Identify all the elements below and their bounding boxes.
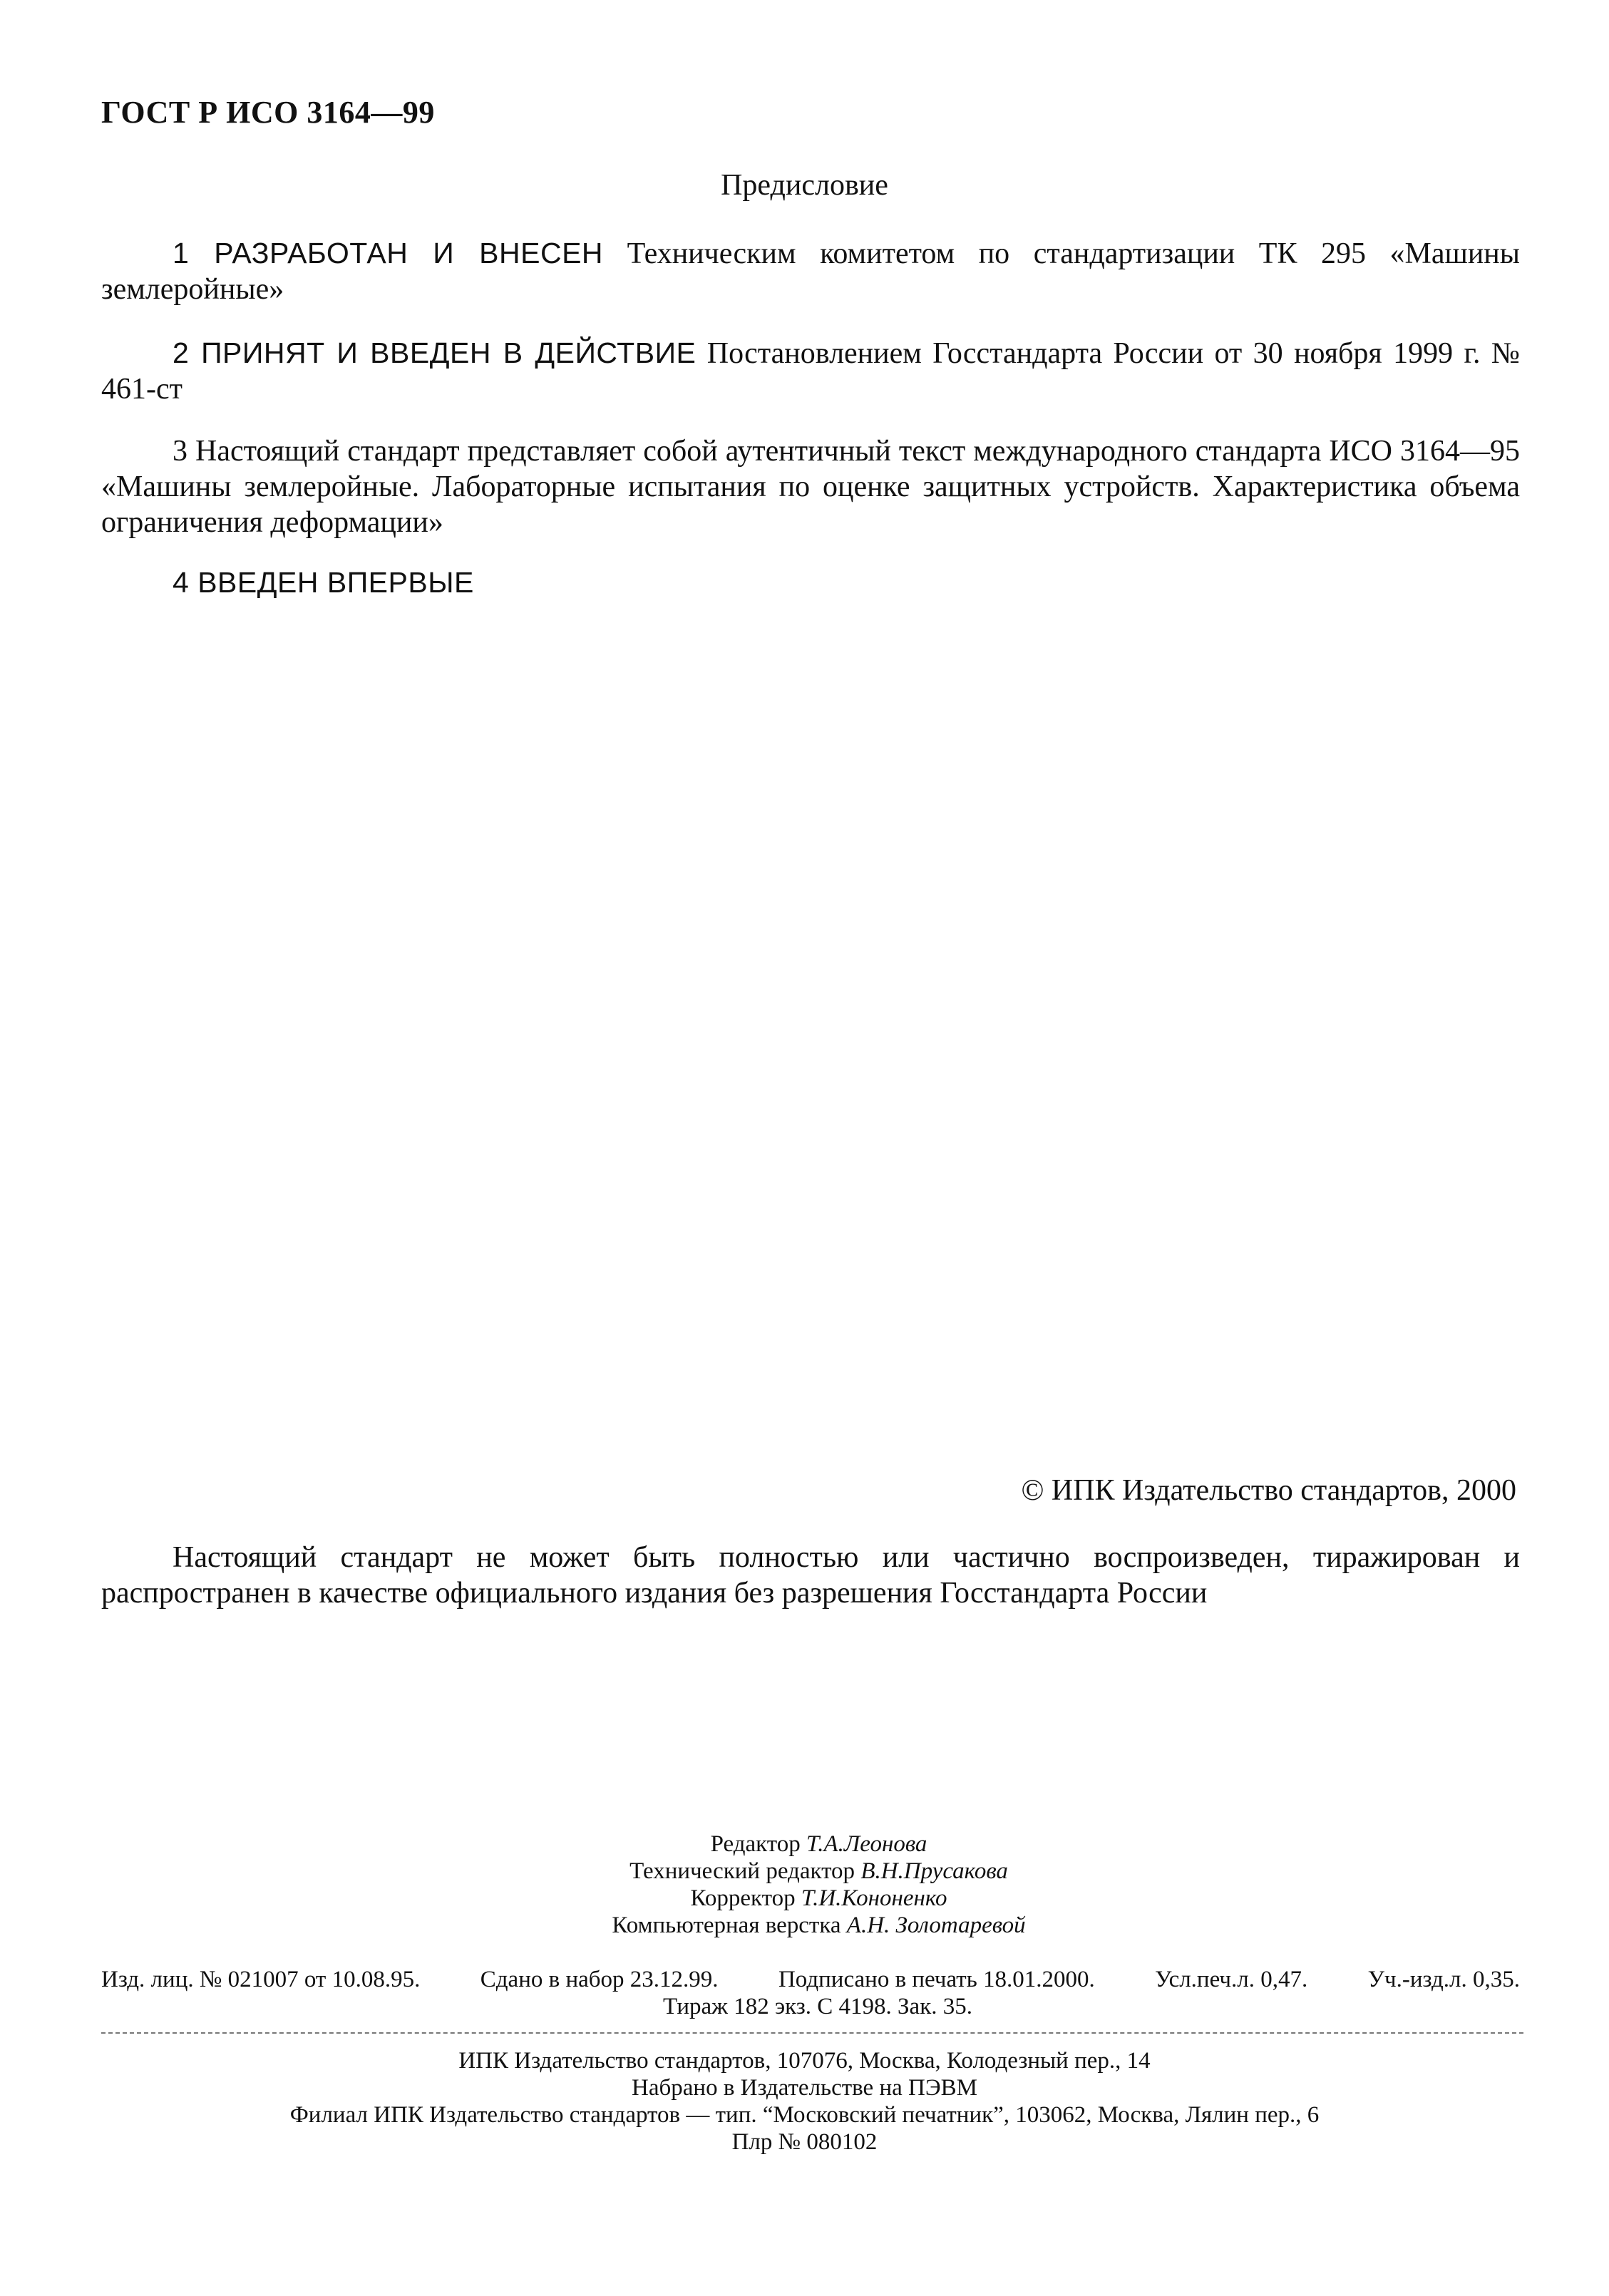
credit-role: Корректор	[690, 1885, 796, 1911]
imprint-signed: Подписано в печать 18.01.2000.	[778, 1967, 1095, 1992]
standard-designation: ГОСТ Р ИСО 3164—99	[101, 95, 435, 130]
typeset-note: Набрано в Издательстве на ПЭВМ	[632, 2075, 977, 2101]
foreword-item-3	[101, 433, 1520, 540]
credit-role: Технический редактор	[629, 1858, 855, 1884]
imprint-print-sheets: Усл.печ.л. 0,47.	[1155, 1967, 1308, 1992]
foreword-item-2-text: Постановлением Госстандарта России от 30 ноября 1999 г. № 461-ст	[101, 337, 1520, 406]
credit-role: Компьютерная верстка	[612, 1913, 841, 1938]
copyright-line: © ИПК Издательство стандартов, 2000	[1021, 1474, 1516, 1507]
credit-name: А.Н. Золотаревой	[846, 1913, 1026, 1938]
foreword-item-1-text: Техническим комитетом по стандартизации ТК 295 «Машины землеройные»	[101, 237, 1520, 306]
reproduction-notice: Настоящий стандарт не может быть полностью или частично воспроизведен, тиражирован и распространен в качестве официального издания без разрешения Госстандарта России	[101, 1541, 1520, 1610]
foreword-item-1	[101, 235, 1520, 307]
foreword-title: Предисловие	[721, 169, 888, 202]
imprint-pub-sheets: Уч.-изд.л. 0,35.	[1367, 1967, 1520, 1992]
foreword-item-4-lead: 4 ВВЕДЕН ВПЕРВЫЕ	[173, 566, 474, 599]
credit-proofreader	[0, 1885, 1609, 1912]
foreword-item-2	[101, 335, 1520, 407]
credit-layout	[0, 1912, 1609, 1939]
credit-name: Т.А.Леонова	[806, 1831, 927, 1857]
credit-name: В.Н.Прусакова	[860, 1858, 1008, 1884]
credit-technical-editor	[0, 1858, 1609, 1885]
publisher-address: ИПК Издательство стандартов, 107076, Москва, Колодезный пер., 14	[458, 2048, 1151, 2074]
foreword-item-1-lead: 1 РАЗРАБОТАН И ВНЕСЕН	[173, 237, 604, 269]
imprint-row	[101, 1966, 1520, 1993]
printing-license: Плр № 080102	[731, 2129, 878, 2155]
credit-editor	[0, 1831, 1609, 1858]
imprint-run: Тираж 182 экз. С 4198. Зак. 35.	[663, 1994, 972, 2019]
branch-printer: Филиал ИПК Издательство стандартов — тип. “Московский печатник”, 103062, Москва, Лялин пер., 6	[289, 2102, 1320, 2128]
publisher-block	[0, 2047, 1609, 2156]
imprint-block	[101, 1966, 1520, 2020]
foreword-item-4	[101, 565, 1520, 601]
foreword-item-3-lead: 3	[173, 435, 187, 468]
separator-rule	[101, 2032, 1523, 2034]
imprint-typeset: Сдано в набор 23.12.99.	[480, 1967, 719, 1992]
credit-name: Т.И.Кононенко	[801, 1885, 947, 1911]
credits-block	[0, 1831, 1609, 1939]
foreword-item-3-text: Настоящий стандарт представляет собой аутентичный текст международного стандарта ИСО 3164—95 «Машины землеройные. Лабораторные испытания по оценке защитных устройств. Характеристика объема ограничения деформации»	[101, 435, 1520, 539]
imprint-license: Изд. лиц. № 021007 от 10.08.95.	[101, 1967, 421, 1992]
credit-role: Редактор	[710, 1831, 801, 1857]
foreword-item-2-lead: 2 ПРИНЯТ И ВВЕДЕН В ДЕЙСТВИЕ	[173, 336, 696, 369]
